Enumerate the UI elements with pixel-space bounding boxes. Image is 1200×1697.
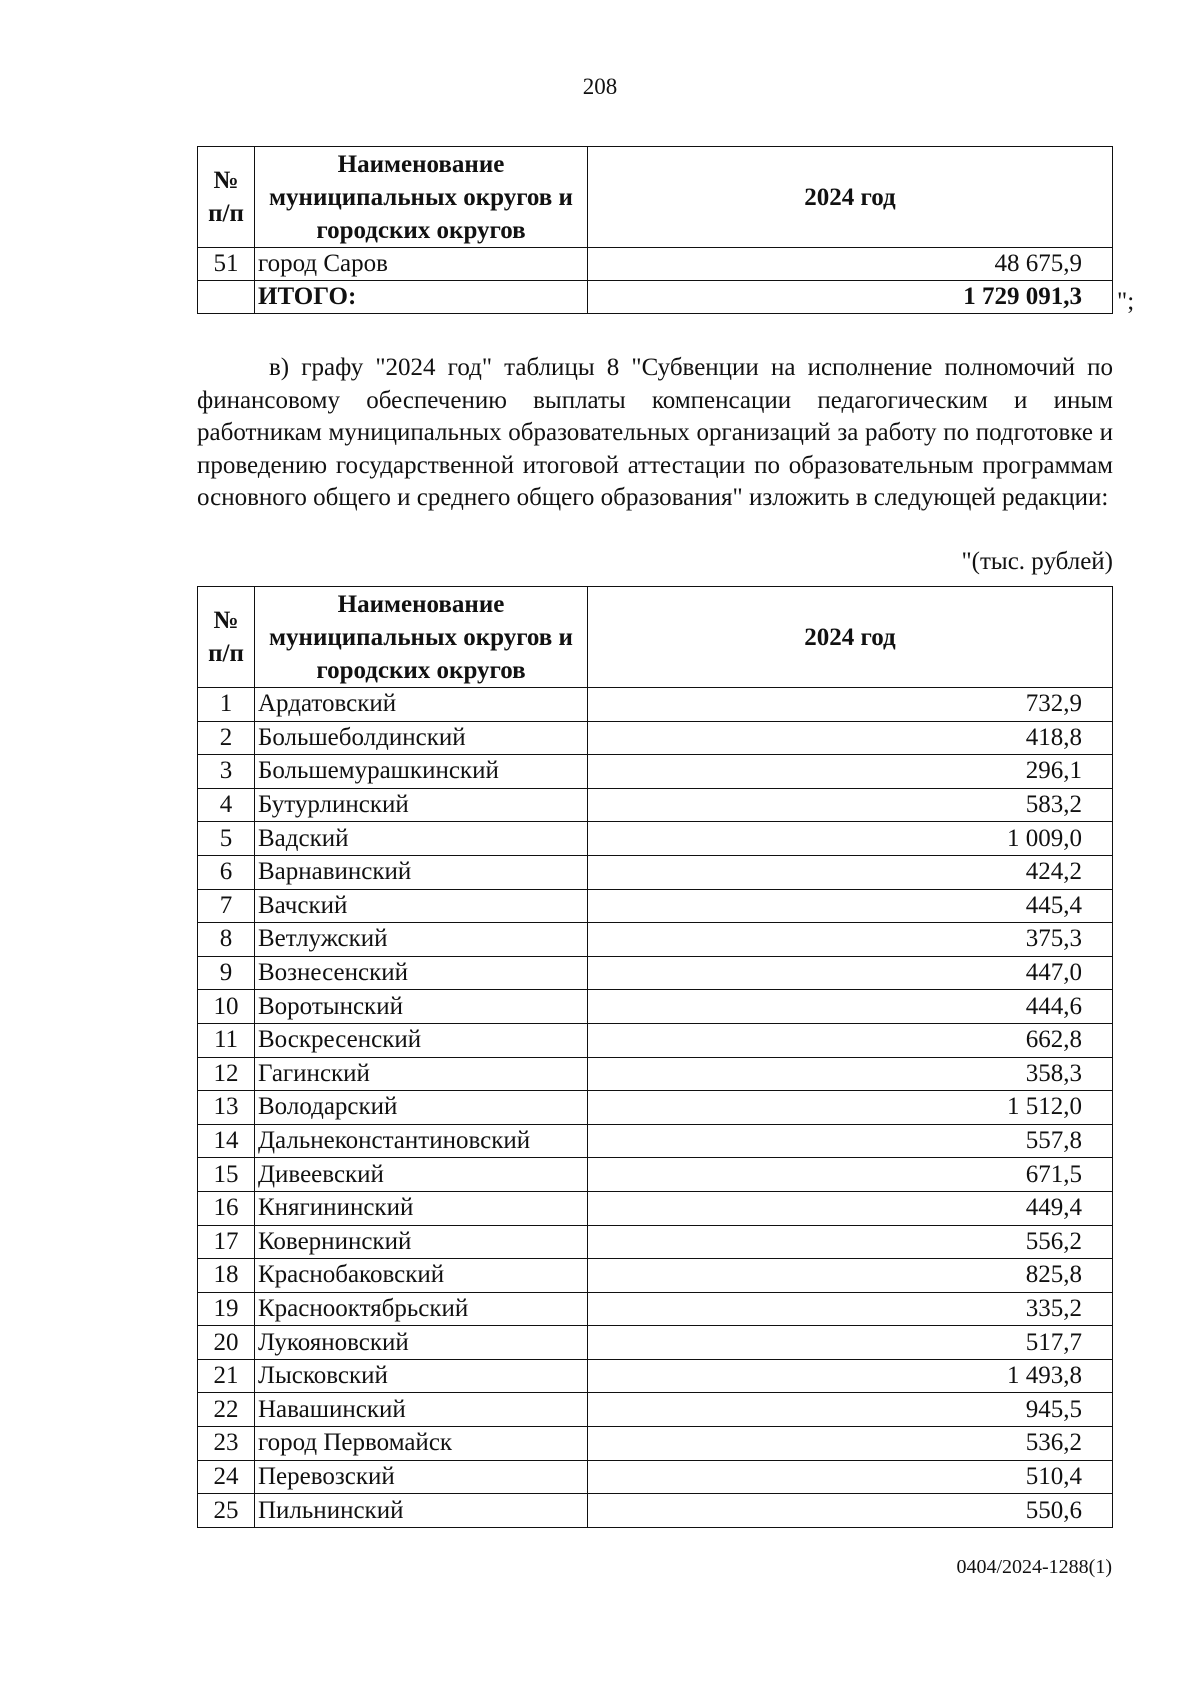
table-header-row [198, 147, 1113, 248]
row-num: 7 [198, 889, 255, 923]
row-num: 6 [198, 855, 255, 889]
row-num: 11 [198, 1023, 255, 1057]
row-num: 14 [198, 1124, 255, 1158]
row-name: Воротынский [255, 990, 588, 1024]
row-value: 296,1 [588, 755, 1113, 789]
header-num: № п/п [198, 147, 255, 248]
table-row [198, 1023, 1113, 1057]
row-num: 20 [198, 1326, 255, 1360]
table-row [198, 1494, 1113, 1528]
row-num: 9 [198, 956, 255, 990]
row-name: Бутурлинский [255, 788, 588, 822]
row-value: 583,2 [588, 788, 1113, 822]
row-value: 945,5 [588, 1393, 1113, 1427]
row-name: Ветлужский [255, 923, 588, 957]
table-row [198, 1326, 1113, 1360]
row-value: 444,6 [588, 990, 1113, 1024]
row-value: 445,4 [588, 889, 1113, 923]
row-value: 536,2 [588, 1427, 1113, 1461]
table-row [198, 822, 1113, 856]
total-value: 1 729 091,3 [588, 281, 1113, 314]
row-name: Краснобаковский [255, 1259, 588, 1293]
table-row [198, 1393, 1113, 1427]
row-num: 22 [198, 1393, 255, 1427]
row-name: Дальнеконстантиновский [255, 1124, 588, 1158]
table-header-row [198, 587, 1113, 688]
table-body [198, 688, 1113, 1528]
row-value: 1 493,8 [588, 1359, 1113, 1393]
row-value: 517,7 [588, 1326, 1113, 1360]
header-year: 2024 год [588, 587, 1113, 688]
row-name: Ардатовский [255, 688, 588, 722]
row-name: город Саров [255, 248, 588, 281]
table-continuation [197, 146, 1113, 314]
total-num-cell [198, 281, 255, 314]
row-value: 557,8 [588, 1124, 1113, 1158]
row-num: 2 [198, 721, 255, 755]
row-num: 21 [198, 1359, 255, 1393]
document-code: 0404/2024-1288(1) [956, 1556, 1112, 1578]
row-value: 1 009,0 [588, 822, 1113, 856]
row-value: 335,2 [588, 1292, 1113, 1326]
table-row [198, 1359, 1113, 1393]
page-number: 208 [582, 74, 618, 99]
row-num: 51 [198, 248, 255, 281]
table-row [198, 1057, 1113, 1091]
units-label: "(тыс. рублей) [961, 548, 1113, 575]
row-value: 449,4 [588, 1191, 1113, 1225]
row-value: 510,4 [588, 1460, 1113, 1494]
row-num: 3 [198, 755, 255, 789]
paragraph-text: в) графу "2024 год" таблицы 8 "Субвенции на исполнение полномочий по финансовому обеспечению выплаты компенсации педагогическим и иным работникам муниципальных образовательных организаций за работу по подготовке и проведению государственной итоговой аттестации по образовательным программам основного общего и среднего общего образования" изложить в следующей редакции: [197, 354, 1113, 512]
row-name: Вознесенский [255, 956, 588, 990]
row-num: 24 [198, 1460, 255, 1494]
table-row [198, 1225, 1113, 1259]
table-row [198, 688, 1113, 722]
row-name: Пильнинский [255, 1494, 588, 1528]
table-row [198, 1091, 1113, 1125]
table-row [198, 788, 1113, 822]
row-value: 418,8 [588, 721, 1113, 755]
table-row [198, 889, 1113, 923]
row-name: Большеболдинский [255, 721, 588, 755]
row-value: 732,9 [588, 688, 1113, 722]
table-row [198, 1292, 1113, 1326]
table-row [198, 755, 1113, 789]
row-name: Дивеевский [255, 1158, 588, 1192]
row-value: 358,3 [588, 1057, 1113, 1091]
row-value: 424,2 [588, 855, 1113, 889]
table-row [198, 1259, 1113, 1293]
row-name: Краснооктябрьский [255, 1292, 588, 1326]
row-value: 550,6 [588, 1494, 1113, 1528]
row-name: город Первомайск [255, 1427, 588, 1461]
row-num: 13 [198, 1091, 255, 1125]
row-value: 556,2 [588, 1225, 1113, 1259]
row-num: 23 [198, 1427, 255, 1461]
closing-quote: "; [1117, 288, 1135, 315]
table-row [198, 1191, 1113, 1225]
row-name: Володарский [255, 1091, 588, 1125]
row-num: 8 [198, 923, 255, 957]
row-name: Ковернинский [255, 1225, 588, 1259]
row-name: Гагинский [255, 1057, 588, 1091]
row-value: 447,0 [588, 956, 1113, 990]
row-name: Перевозский [255, 1460, 588, 1494]
row-value: 48 675,9 [588, 248, 1113, 281]
row-num: 16 [198, 1191, 255, 1225]
table-row [198, 721, 1113, 755]
row-num: 18 [198, 1259, 255, 1293]
row-num: 15 [198, 1158, 255, 1192]
total-row [198, 281, 1113, 314]
row-value: 662,8 [588, 1023, 1113, 1057]
table-row [198, 1124, 1113, 1158]
row-name: Лысковский [255, 1359, 588, 1393]
row-value: 1 512,0 [588, 1091, 1113, 1125]
header-name: Наименование муниципальных округов и городских округов [255, 147, 588, 248]
row-num: 25 [198, 1494, 255, 1528]
row-name: Вадский [255, 822, 588, 856]
table-row [198, 990, 1113, 1024]
table-row [198, 1460, 1113, 1494]
table-row [198, 1158, 1113, 1192]
row-value: 375,3 [588, 923, 1113, 957]
table-row [198, 248, 1113, 281]
row-value: 825,8 [588, 1259, 1113, 1293]
row-name: Воскресенский [255, 1023, 588, 1057]
row-name: Большемурашкинский [255, 755, 588, 789]
row-num: 5 [198, 822, 255, 856]
row-num: 10 [198, 990, 255, 1024]
row-num: 19 [198, 1292, 255, 1326]
table-row [198, 956, 1113, 990]
header-num: № п/п [198, 587, 255, 688]
row-num: 12 [198, 1057, 255, 1091]
header-name: Наименование муниципальных округов и городских округов [255, 587, 588, 688]
body-paragraph [197, 352, 1113, 515]
row-num: 4 [198, 788, 255, 822]
row-name: Навашинский [255, 1393, 588, 1427]
row-name: Княгининский [255, 1191, 588, 1225]
row-num: 1 [198, 688, 255, 722]
table-row [198, 923, 1113, 957]
row-name: Вачский [255, 889, 588, 923]
row-num: 17 [198, 1225, 255, 1259]
header-year: 2024 год [588, 147, 1113, 248]
row-value: 671,5 [588, 1158, 1113, 1192]
table-row [198, 855, 1113, 889]
row-name: Лукояновский [255, 1326, 588, 1360]
table-subventions [197, 586, 1113, 1528]
total-label: ИТОГО: [255, 281, 588, 314]
table-row [198, 1427, 1113, 1461]
row-name: Варнавинский [255, 855, 588, 889]
